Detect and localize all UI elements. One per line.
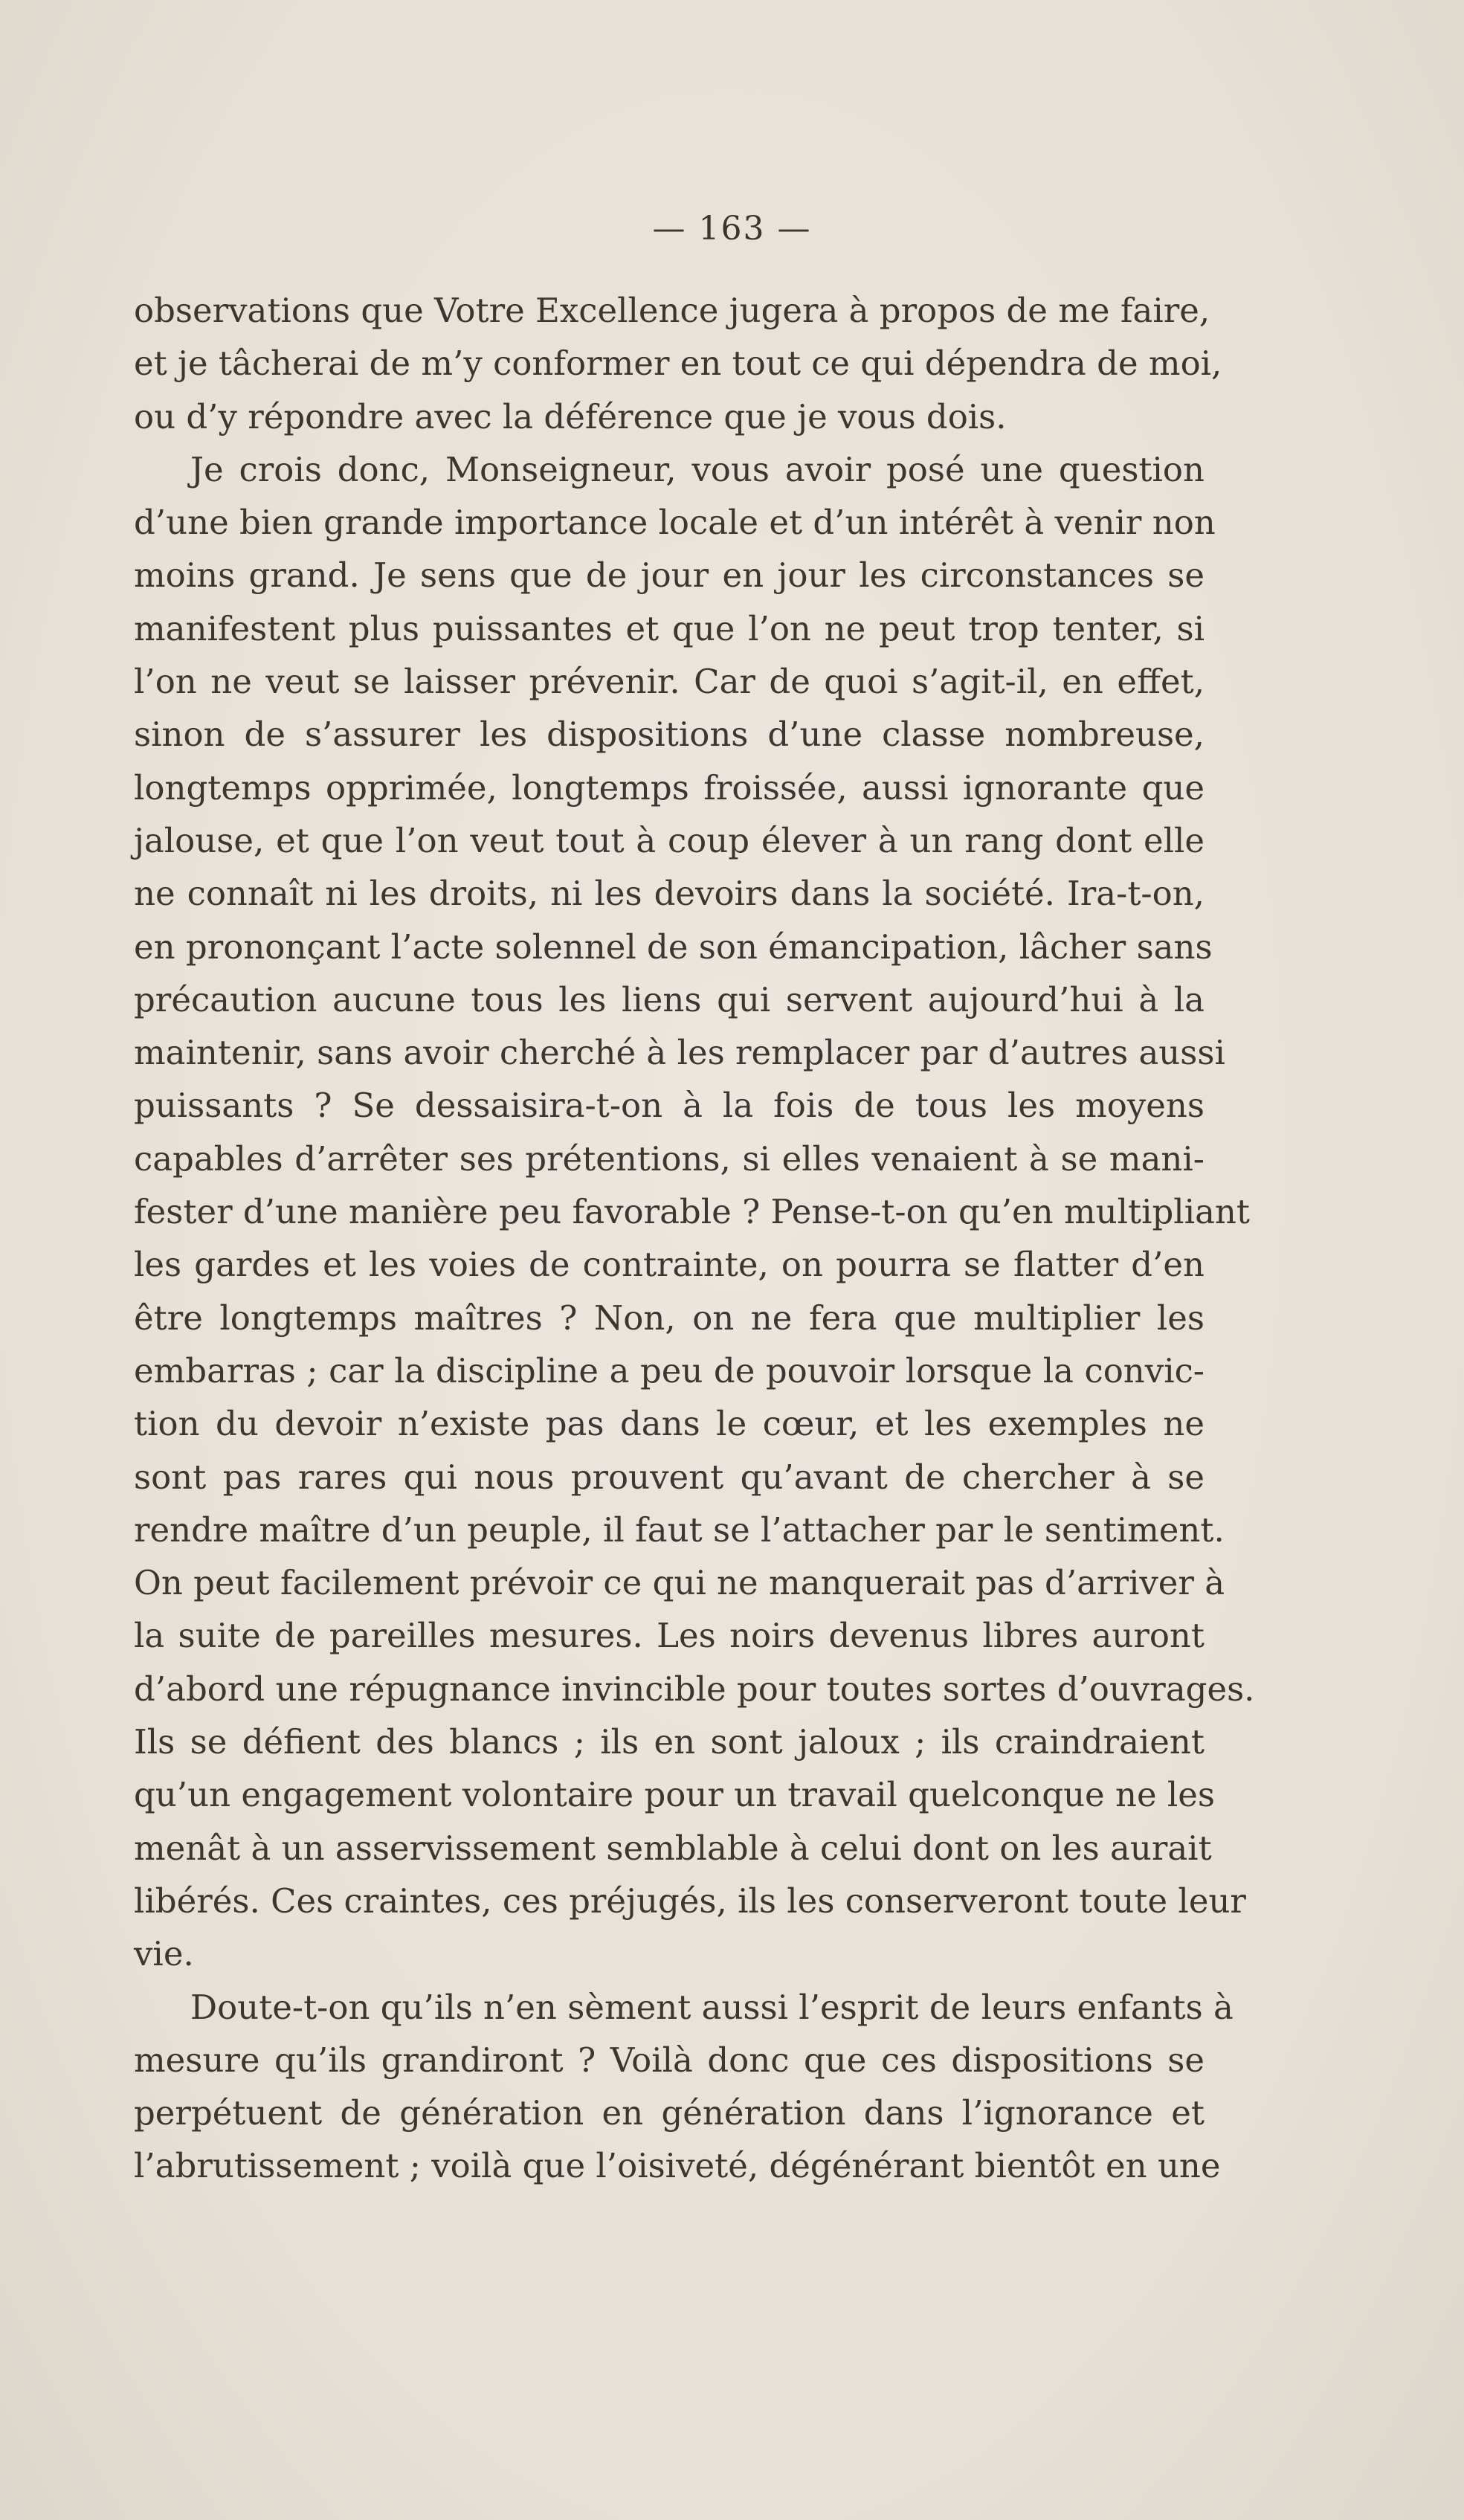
text-line: perpétuent de génération en génération dans l’ignorance et [134, 2093, 1205, 2133]
text-line: fester d’une manière peu favorable ? Pense-t-on qu’en multipliant [134, 1192, 1250, 1232]
body-text [134, 284, 1255, 2193]
text-line: tion du devoir n’existe pas dans le cœur, et les exemples ne [134, 1404, 1205, 1444]
text-line: jalouse, et que l’on veut tout à coup élever à un rang dont elle [134, 820, 1205, 860]
text-line: puissants ? Se dessaisira-t-on à la fois de tous les moyens [134, 1086, 1205, 1126]
text-line: en prononçant l’acte solennel de son émancipation, lâcher sans [134, 927, 1213, 967]
text-line: qu’un engagement volontaire pour un travail quelconque ne les [134, 1775, 1216, 1815]
text-line: longtemps opprimée, longtemps froissée, aussi ignorante que [134, 767, 1205, 808]
text-line: sont pas rares qui nous prouvent qu’avant de chercher à se [134, 1457, 1205, 1497]
text-line: mesure qu’ils grandiront ? Voilà donc que ces dispositions se [134, 2040, 1205, 2080]
text-line: la suite de pareilles mesures. Les noirs devenus libres auront [134, 1616, 1205, 1656]
text-line: les gardes et les voies de contrainte, on pourra se flatter d’en [134, 1245, 1205, 1285]
text-line: observations que Votre Excellence jugera à propos de me faire, [134, 291, 1210, 330]
text-line: ou d’y répondre avec la déférence que je vous dois. [134, 396, 1007, 436]
text-line: maintenir, sans avoir cherché à les remplacer par d’autres aussi [134, 1033, 1225, 1073]
text-line: manifestent plus puissantes et que l’on ne peut trop tenter, si [134, 608, 1205, 648]
text-line: libérés. Ces craintes, ces préjugés, ils les conserveront toute leur [134, 1881, 1246, 1921]
text-line: d’abord une répugnance invincible pour toutes sortes d’ouvrages. [134, 1669, 1255, 1709]
text-line: l’on ne veut se laisser prévenir. Car de quoi s’agit-il, en effet, [134, 662, 1205, 702]
text-line: moins grand. Je sens que de jour en jour les circonstances se [134, 555, 1205, 596]
text-line: ne connaît ni les droits, ni les devoirs dans la société. Ira-t-on, [134, 874, 1205, 914]
page-number: — 163 — [652, 210, 812, 248]
text-line: menât à un asservissement semblable à celui dont on les aurait [134, 1828, 1212, 1868]
text-line: et je tâcherai de m’y conformer en tout ce qui dépendra de moi, [134, 344, 1222, 384]
text-line: On peut facilement prévoir ce qui ne manquerait pas d’arriver à [134, 1563, 1225, 1603]
text-line: sinon de s’assurer les dispositions d’une classe nombreuse, [134, 715, 1205, 755]
text-line: Je crois donc, Monseigneur, vous avoir posé une question [190, 449, 1205, 489]
text-line: embarras ; car la discipline a peu de pouvoir lorsque la convic- [134, 1350, 1205, 1390]
text-line: d’une bien grande importance locale et d’un intérêt à venir non [134, 503, 1216, 543]
text-line: l’abrutissement ; voilà que l’oisiveté, dégénérant bientôt en une [134, 2146, 1221, 2186]
text-line: être longtemps maîtres ? Non, on ne fera que multiplier les [134, 1298, 1205, 1338]
text-line: Doute-t-on qu’ils n’en sèment aussi l’esprit de leurs enfants à [190, 1987, 1234, 2027]
text-line: rendre maître d’un peuple, il faut se l’attacher par le sentiment. [134, 1509, 1225, 1550]
text-line: vie. [134, 1934, 194, 1974]
text-line: capables d’arrêter ses prétentions, si elles venaient à se mani- [134, 1138, 1205, 1179]
text-line: Ils se défient des blancs ; ils en sont jaloux ; ils craindraient [134, 1722, 1205, 1762]
text-line: précaution aucune tous les liens qui servent aujourd’hui à la [134, 979, 1205, 1019]
